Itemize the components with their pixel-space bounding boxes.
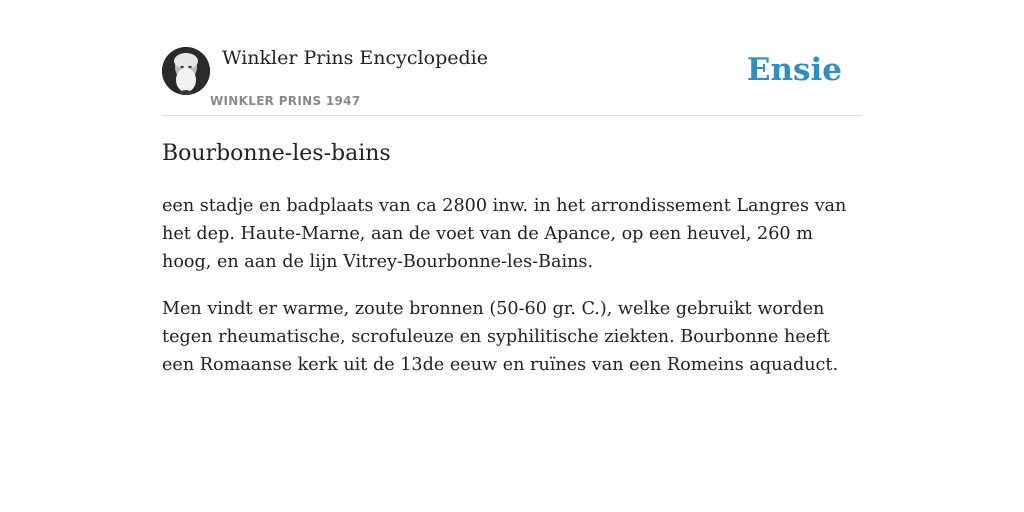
author-avatar[interactable] <box>162 47 210 95</box>
site-header <box>162 44 862 116</box>
article-paragraph: Men vindt er warme, zoute bronnen (50-60 gr. C.), welke gebruikt worden tegen rheumatische, scrofuleuze en syphilitische ziekten. Bourbonne heeft een Romaanse kerk uit de 13de eeuw en ruïnes van een Romeins aquaduct. <box>162 299 839 375</box>
source-label[interactable]: WINKLER PRINS 1947 <box>210 94 361 108</box>
article-title: Bourbonne-les-bains <box>162 141 391 166</box>
brand-logo[interactable]: Ensie <box>746 52 842 88</box>
article-body <box>162 192 862 398</box>
site-name[interactable]: Winkler Prins Encyclopedie <box>222 47 488 69</box>
article-paragraph: een stadje en badplaats van ca 2800 inw. in het arrondissement Langres van het dep. Haute-Marne, aan de voet van de Apance, op een heuvel, 260 m hoog, en aan de lijn Vitrey-Bourbonne-les-Bains. <box>162 196 847 272</box>
portrait-image <box>162 47 210 95</box>
